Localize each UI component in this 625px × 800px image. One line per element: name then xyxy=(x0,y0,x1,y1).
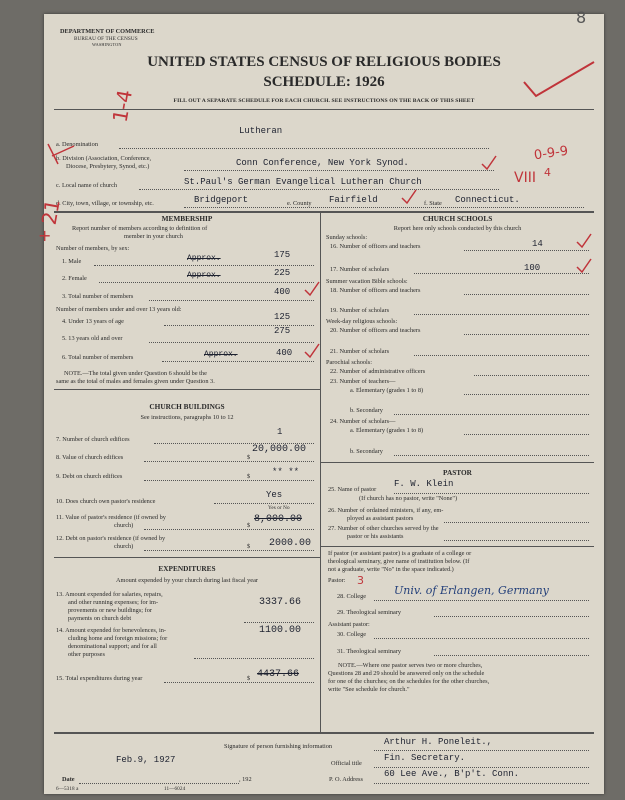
schedule-instruction: FILL OUT A SEPARATE SCHEDULE FOR EACH CHURCH. SEE INSTRUCTIONS ON THE BACK OF THIS SHEET xyxy=(173,98,475,104)
q16-label: 16. Number of officers and teachers xyxy=(330,243,421,250)
q30-label: 30. College xyxy=(337,631,367,638)
membership-divider xyxy=(54,389,320,390)
q13-line-4: payments on church debt xyxy=(68,615,132,622)
q9-line xyxy=(144,480,314,481)
state-value: Connecticut. xyxy=(455,195,520,205)
q11-line xyxy=(144,529,314,530)
q16-check-icon xyxy=(574,232,594,252)
page-title: UNITED STATES CENSUS OF RELIGIOUS BODIES xyxy=(147,54,501,70)
buildings-sub: See instructions, paragraphs 10 to 12 xyxy=(140,414,234,421)
church-name-value: St.Paul's German Evangelical Lutheran Church xyxy=(184,177,422,187)
q15-label: 15. Total expenditures during year xyxy=(56,675,143,682)
county-label: e. County xyxy=(287,200,312,207)
q11-dollar: $ xyxy=(247,522,251,529)
q3-value: 400 xyxy=(274,287,291,297)
q25-label: 25. Name of pastor xyxy=(328,486,377,493)
q1-value: 175 xyxy=(274,250,291,260)
q27-line xyxy=(444,540,589,541)
left-plus: + xyxy=(38,226,52,245)
q7-value: 1 xyxy=(277,427,283,437)
church-name-label: c. Local name of church xyxy=(56,182,118,189)
q1-line xyxy=(94,265,314,266)
q28-line xyxy=(374,600,589,601)
q12-value: 2000.00 xyxy=(269,538,312,549)
q12-dollar: $ xyxy=(247,543,251,550)
po-address-value: 60 Lee Ave., B'p't. Conn. xyxy=(384,769,520,779)
q1-note: Approx. xyxy=(187,254,221,263)
q9-value: ** ** xyxy=(272,467,300,477)
q8-line xyxy=(144,461,314,462)
q25-hint: (If church has no pastor, write "None") xyxy=(359,495,458,502)
membership-intro-1: Report number of members according to definition of xyxy=(72,225,208,232)
q10-value: Yes xyxy=(266,490,283,500)
q18-line xyxy=(464,294,589,295)
left-check-icon xyxy=(44,134,104,174)
body-bottom-border xyxy=(54,732,594,734)
pastor-note-3: for one of the churches; on the schedules for the other churches, xyxy=(328,678,490,685)
q26-label-a: 26. Number of ordained ministers, if any, em- xyxy=(328,507,444,514)
q14-line xyxy=(194,658,314,659)
q13-value: 3337.66 xyxy=(259,597,302,608)
q12-line xyxy=(144,550,314,551)
q19-label: 19. Number of scholars xyxy=(330,307,390,314)
official-title-line xyxy=(374,767,589,768)
graduate-note-2: theological seminary, give name of institution below. (If xyxy=(328,558,470,565)
q9-label: 9. Debt on church edifices xyxy=(56,473,123,480)
q21-line xyxy=(414,355,589,356)
q24b-line xyxy=(394,455,589,456)
membership-heading: MEMBERSHIP xyxy=(161,214,213,223)
city-field-label: d. City, town, village, or township, etc. xyxy=(56,200,154,207)
denomination-line xyxy=(119,148,489,149)
q4-line xyxy=(164,325,314,326)
q25-line xyxy=(394,493,589,494)
pastor-heading: PASTOR xyxy=(443,468,472,477)
q4-value: 125 xyxy=(274,312,291,322)
pastor-mid-divider xyxy=(321,546,594,547)
q8-dollar: $ xyxy=(247,454,251,461)
state-label: f. State xyxy=(424,200,442,207)
q15-dollar: $ xyxy=(247,675,251,682)
q11-label-a: 11. Value of pastor's residence (if owned by xyxy=(56,514,166,521)
pastor-label: Pastor: xyxy=(328,577,346,584)
q12-label-a: 12. Debt on pastor's residence (if owned by xyxy=(56,535,166,542)
denomination-label: a. Denomination xyxy=(56,141,98,148)
q3-check-icon xyxy=(302,280,322,300)
q6-value: 400 xyxy=(276,348,293,358)
assistant-pastor-label: Assistant pastor: xyxy=(328,621,370,628)
expenditures-sub: Amount expended by your church during last fiscal year xyxy=(116,577,258,584)
graduate-note-3: not a graduate, write "No" in the space indicated.) xyxy=(328,566,454,573)
city-value: Bridgeport xyxy=(194,195,249,205)
q17-value: 100 xyxy=(524,263,541,273)
q14-line-4: other purposes xyxy=(68,651,105,658)
right-code-2: VIII xyxy=(514,170,536,186)
q11-value: 8,000.00 xyxy=(254,514,303,525)
age-intro: Number of members under and over 13 years old: xyxy=(56,306,182,313)
signature-value: Arthur H. Poneleit., xyxy=(384,737,493,747)
weekday-label: Week-day religious schools: xyxy=(326,318,398,325)
division-check-icon xyxy=(479,154,499,174)
q6-line xyxy=(162,361,314,362)
sunday-label: Sunday schools: xyxy=(326,234,368,241)
q19-line xyxy=(414,314,589,315)
official-title-value: Fin. Secretary. xyxy=(384,753,466,763)
q13-line-1: 13. Amount expended for salaries, repairs, xyxy=(56,591,163,598)
city-line xyxy=(184,207,584,208)
q29-line xyxy=(434,616,589,617)
q24a-label: a. Elementary (grades 1 to 8) xyxy=(350,427,424,434)
by-sex-label: Number of members, by sex: xyxy=(56,245,130,252)
signature-label: Signature of person furnishing information xyxy=(224,743,333,750)
expenditures-heading: EXPENDITURES xyxy=(158,564,216,573)
form-number-2: 11—6024 xyxy=(164,786,186,792)
date-value: Feb.9, 1927 xyxy=(116,755,176,765)
q10-hint: Yes or No xyxy=(268,505,290,511)
right-code: 0-9-9 xyxy=(533,143,570,164)
date-year-suffix: , 192 xyxy=(239,776,252,783)
left-mark-2: 21 xyxy=(36,197,65,227)
q29-label: 29. Theological seminary xyxy=(337,609,402,616)
q27-label-a: 27. Number of other churches served by the xyxy=(328,525,439,532)
signature-line xyxy=(374,750,589,751)
buildings-heading: CHURCH BUILDINGS xyxy=(149,402,225,411)
pastor-mark: 3 xyxy=(357,574,364,587)
top-right-mark: 8 xyxy=(576,8,587,27)
q8-label: 8. Value of church edifices xyxy=(56,454,124,461)
schedule-title: SCHEDULE: 1926 xyxy=(263,74,385,90)
po-address-line xyxy=(374,783,589,784)
summer-label: Summer vacation Bible schools: xyxy=(326,278,408,285)
q3-label: 3. Total number of members xyxy=(62,293,134,300)
q17-check-icon xyxy=(574,257,594,277)
city-label: WASHINGTON xyxy=(92,42,122,47)
division-value: Conn Conference, New York Synod. xyxy=(236,158,409,168)
q24b-label: b. Secondary xyxy=(350,448,383,455)
q23a-line xyxy=(464,394,589,395)
q14-line-3: denominational support; and for all xyxy=(68,643,157,650)
schools-intro: Report here only schools conducted by this church xyxy=(393,225,522,232)
q11-label-b: church) xyxy=(114,522,134,529)
q26-label-b: ployed as assistant pastors xyxy=(347,515,414,522)
q7-label: 7. Number of church edifices xyxy=(56,436,130,443)
q31-line xyxy=(434,655,589,656)
q2-value: 225 xyxy=(274,268,291,278)
q16-line xyxy=(464,250,589,251)
division-line xyxy=(184,170,494,171)
q6-note: Approx. xyxy=(204,350,238,359)
department-label: DEPARTMENT OF COMMERCE xyxy=(60,28,155,35)
q4-label: 4. Under 13 years of age xyxy=(62,318,124,325)
pastor-note-2: Questions 28 and 29 should be answered only on the schedule xyxy=(328,670,485,677)
q16-value: 14 xyxy=(532,239,543,249)
division-label-1: b. Division (Association, Conference, xyxy=(56,155,152,162)
body-top-border xyxy=(54,211,594,213)
q28-value: Univ. of Erlangen, Germany xyxy=(394,584,549,597)
q23b-line xyxy=(394,414,589,415)
q21-label: 21. Number of scholars xyxy=(330,348,390,355)
q14-line-2: cluding home and foreign missions; for xyxy=(68,635,168,642)
q17-line xyxy=(414,273,589,274)
q14-value: 1100.00 xyxy=(259,625,302,636)
county-value: Fairfield xyxy=(329,195,378,205)
q8-value: 20,000.00 xyxy=(252,444,307,455)
membership-note-1: NOTE.—The total given under Question 6 should be the xyxy=(64,370,207,377)
q14-line-1: 14. Amount expended for benevolences, in- xyxy=(56,627,166,634)
q23a-label: a. Elementary (grades 1 to 8) xyxy=(350,387,424,394)
q22-label: 22. Number of administrative officers xyxy=(330,368,426,375)
q13-line-3: provements or new buildings; for xyxy=(68,607,152,614)
q5-value: 275 xyxy=(274,326,291,336)
q10-label: 10. Does church own pastor's residence xyxy=(56,498,156,505)
bureau-label: BUREAU OF THE CENSUS xyxy=(74,36,138,42)
form-number: 6—5318 a xyxy=(56,786,79,792)
q20-label: 20. Number of officers and teachers xyxy=(330,327,421,334)
q10-line xyxy=(214,503,314,504)
census-schedule-sheet xyxy=(36,8,604,794)
q13-line xyxy=(244,622,314,623)
pastor-note-4: write "See schedule for church." xyxy=(328,686,410,693)
pastor-note-1: NOTE.—Where one pastor serves two or more churches, xyxy=(338,662,483,669)
po-address-label: P. O. Address xyxy=(329,776,363,783)
parochial-label: Parochial schools: xyxy=(326,359,372,366)
county-check-icon xyxy=(399,188,419,208)
left-mark: 1-4 xyxy=(107,87,137,125)
denomination-value: Lutheran xyxy=(239,126,283,136)
right-code-3: 4 xyxy=(544,166,551,179)
q22-line xyxy=(474,375,589,376)
q24a-line xyxy=(464,434,589,435)
q15-line xyxy=(164,682,314,683)
q6-label: 6. Total number of members xyxy=(62,354,134,361)
q28-label: 28. College xyxy=(337,593,367,600)
q5-line xyxy=(149,342,314,343)
q12-label-b: church) xyxy=(114,543,134,550)
q31-label: 31. Theological seminary xyxy=(337,648,402,655)
q26-line xyxy=(444,522,589,523)
schools-heading: CHURCH SCHOOLS xyxy=(422,214,493,223)
q25-value: F. W. Klein xyxy=(394,479,454,489)
division-label-2: Diocese, Presbytery, Synod, etc.) xyxy=(66,163,150,170)
q27-label-b: pastor or his assistants xyxy=(347,533,404,540)
q24-label: 24. Number of scholars— xyxy=(330,418,396,425)
buildings-divider xyxy=(54,557,320,558)
graduate-note-1: If pastor (or assistant pastor) is a graduate of a college or xyxy=(328,550,472,557)
q2-label: 2. Female xyxy=(62,275,87,282)
q2-line xyxy=(99,282,314,283)
schools-divider xyxy=(321,462,594,463)
q13-line-2: and other running expenses; for im- xyxy=(68,599,159,606)
official-title-label: Official title xyxy=(331,760,362,767)
check-mark-icon xyxy=(514,54,604,114)
date-line xyxy=(79,783,239,784)
q5-label: 5. 13 years old and over xyxy=(62,335,123,342)
q2-note: Approx. xyxy=(187,271,221,280)
q15-value: 4437.66 xyxy=(257,669,300,680)
q1-label: 1. Male xyxy=(62,258,82,265)
membership-intro-2: member in your church xyxy=(124,233,183,240)
q9-dollar: $ xyxy=(247,473,251,480)
q3-line xyxy=(149,300,314,301)
q17-label: 17. Number of scholars xyxy=(330,266,390,273)
church-name-line xyxy=(139,189,499,190)
date-label: Date xyxy=(62,776,75,783)
q30-line xyxy=(374,638,589,639)
q20-line xyxy=(464,334,589,335)
q23-label: 23. Number of teachers— xyxy=(330,378,396,385)
q23b-label: b. Secondary xyxy=(350,407,383,414)
q18-label: 18. Number of officers and teachers xyxy=(330,287,421,294)
q6-check-icon xyxy=(302,342,322,362)
membership-note-2: same as the total of males and females given under Question 3. xyxy=(56,378,215,385)
header-divider xyxy=(54,109,594,110)
